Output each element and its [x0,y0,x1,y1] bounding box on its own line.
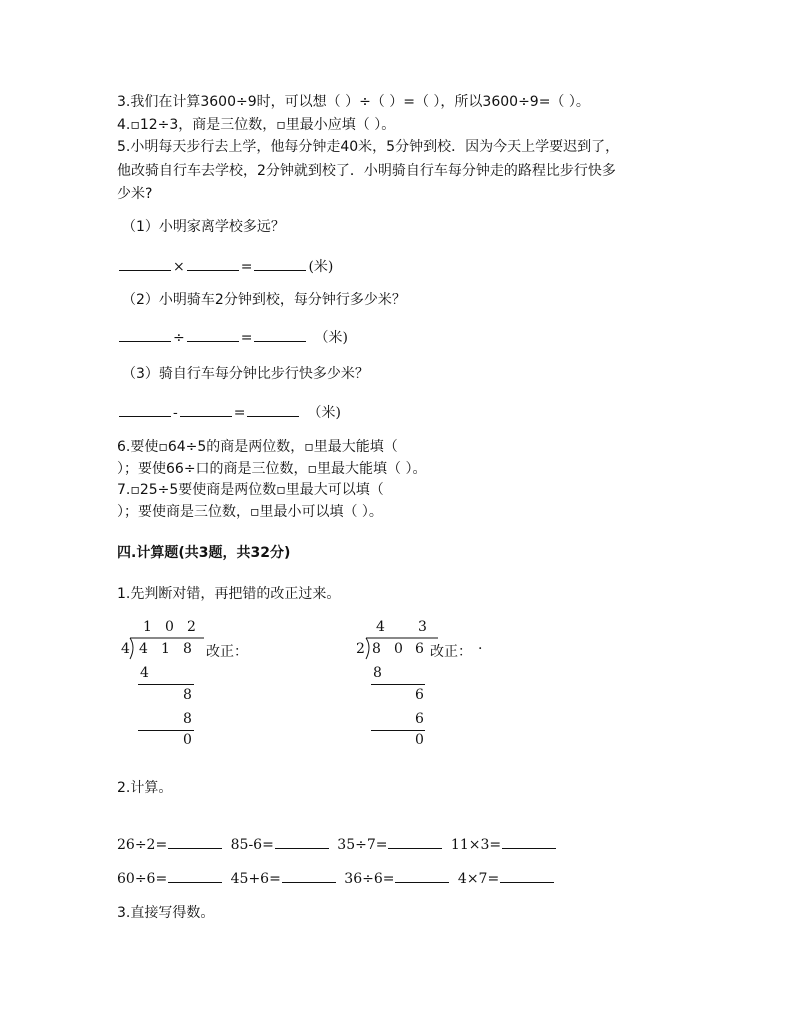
problem-3-title: 3.直接写得数。 [117,905,215,921]
dividend-digit: 4 [139,641,148,657]
answer-blank[interactable] [254,256,306,271]
division-line [371,684,425,685]
question-5-line2: 他改骑自行车去学校，2分钟就到校了．小明骑自行车每分钟走的路程比步行快多 [117,163,616,179]
question-6-line1: 6.要使▫64÷5的商是两位数，▫里最大能填（ [117,439,398,455]
answer-blank[interactable] [500,870,554,883]
answer-blank[interactable] [180,402,232,417]
answer-blank[interactable] [395,870,449,883]
calc-expression: 26÷2= [117,837,168,853]
answer-blank[interactable] [168,836,222,849]
unit: （米) [314,330,348,346]
question-3: 3.我们在计算3600÷9时，可以想（ ）÷（ ）=（ ），所以3600÷9=（ ）。 [117,94,590,110]
calc-row-2 [117,870,558,887]
operator: = [240,259,253,275]
calc-item [117,870,226,887]
question-7-line2: ）；要使商是三位数，▫里最小可以填（ ）。 [117,504,383,520]
answer-blank[interactable] [275,836,329,849]
quotient-digit: 1 [143,619,152,635]
calc-expression: 11×3= [450,837,502,853]
divisor: 4 [121,641,130,657]
question-5-sub3-equation [117,402,341,423]
quotient-digit: 4 [376,619,385,635]
question-5-sub2-equation [117,327,348,348]
remainder: 0 [183,732,192,748]
division-line [138,684,194,685]
answer-blank[interactable] [388,836,442,849]
question-4: 4.▫12÷3，商是三位数，▫里最小应填（ ）。 [117,117,396,133]
quotient-digit: 3 [418,619,427,635]
quotient-digit: 2 [187,619,196,635]
calc-expression: 45+6= [230,871,281,887]
answer-blank[interactable] [168,870,222,883]
question-6-line2: ）；要使66÷口的商是三位数，▫里最大能填（ ）。 [117,461,427,477]
question-5-sub3: （3）骑自行车每分钟比步行快多少米？ [122,366,369,382]
question-5-line1: 5.小明每天步行去上学，他每分钟走40米，5分钟到校．因为今天上学要迟到了， [117,139,620,155]
answer-blank[interactable] [282,870,336,883]
step-digit: 4 [140,665,149,681]
unit: （米) [307,405,341,421]
divisor: 2 [356,641,365,657]
calc-expression: 85-6= [230,837,274,853]
question-5-sub2: （2）小明骑车2分钟到校，每分钟行多少米？ [122,292,406,308]
answer-blank[interactable] [119,402,171,417]
long-division-right [354,615,554,755]
operator: ÷ [173,330,185,346]
calc-item [231,870,340,887]
calc-item [117,836,226,853]
dividend-digit: 8 [183,641,192,657]
question-5-sub1-equation [117,256,333,277]
dividend-digit: 0 [394,641,403,657]
calc-item [337,836,446,853]
question-7-line1: 7.▫25÷5要使商是两位数▫里最大可以填（ [117,482,384,498]
problem-1-title: 1.先判断对错，再把错的改正过来。 [117,586,341,602]
operator: = [240,330,253,346]
long-division-left [118,615,318,755]
calc-expression: 4×7= [457,871,500,887]
division-line [371,730,425,731]
question-5-sub1: （1）小明家离学校多远？ [122,219,285,235]
answer-blank[interactable] [187,327,239,342]
answer-blank[interactable] [187,256,239,271]
unit: (米) [308,259,334,275]
calc-expression: 36÷6= [344,871,395,887]
division-line [138,730,194,731]
operator: - [173,405,178,421]
calc-item [458,870,558,887]
step-digit: 8 [373,665,382,681]
problem-2-title: 2.计算。 [117,780,173,796]
step-digit: 8 [183,711,192,727]
answer-blank[interactable] [254,327,306,342]
section-heading: 四.计算题(共3题，共32分) [117,545,291,561]
calc-item [451,836,560,853]
step-digit: 8 [183,687,192,703]
operator: × [173,259,185,275]
answer-blank[interactable] [247,402,299,417]
dividend-digit: 6 [415,641,424,657]
calc-expression: 60÷6= [117,871,168,887]
correction-label: 改正： [430,644,472,660]
answer-blank[interactable] [119,327,171,342]
calc-item [231,836,333,853]
answer-blank[interactable] [119,256,171,271]
dividend-digit: 1 [161,641,170,657]
quotient-digit: 0 [165,619,174,635]
question-5-line3: 少米? [117,186,153,202]
dividend-digit: 8 [372,641,381,657]
calc-row-1 [117,836,560,853]
answer-blank[interactable] [502,836,556,849]
calc-expression: 35÷7= [337,837,388,853]
operator: = [233,405,246,421]
step-digit: 6 [415,687,424,703]
calc-item [344,870,453,887]
step-digit: 6 [415,711,424,727]
correction-label: 改正： [206,644,248,660]
dot-mark: · [478,641,483,657]
remainder: 0 [415,732,424,748]
